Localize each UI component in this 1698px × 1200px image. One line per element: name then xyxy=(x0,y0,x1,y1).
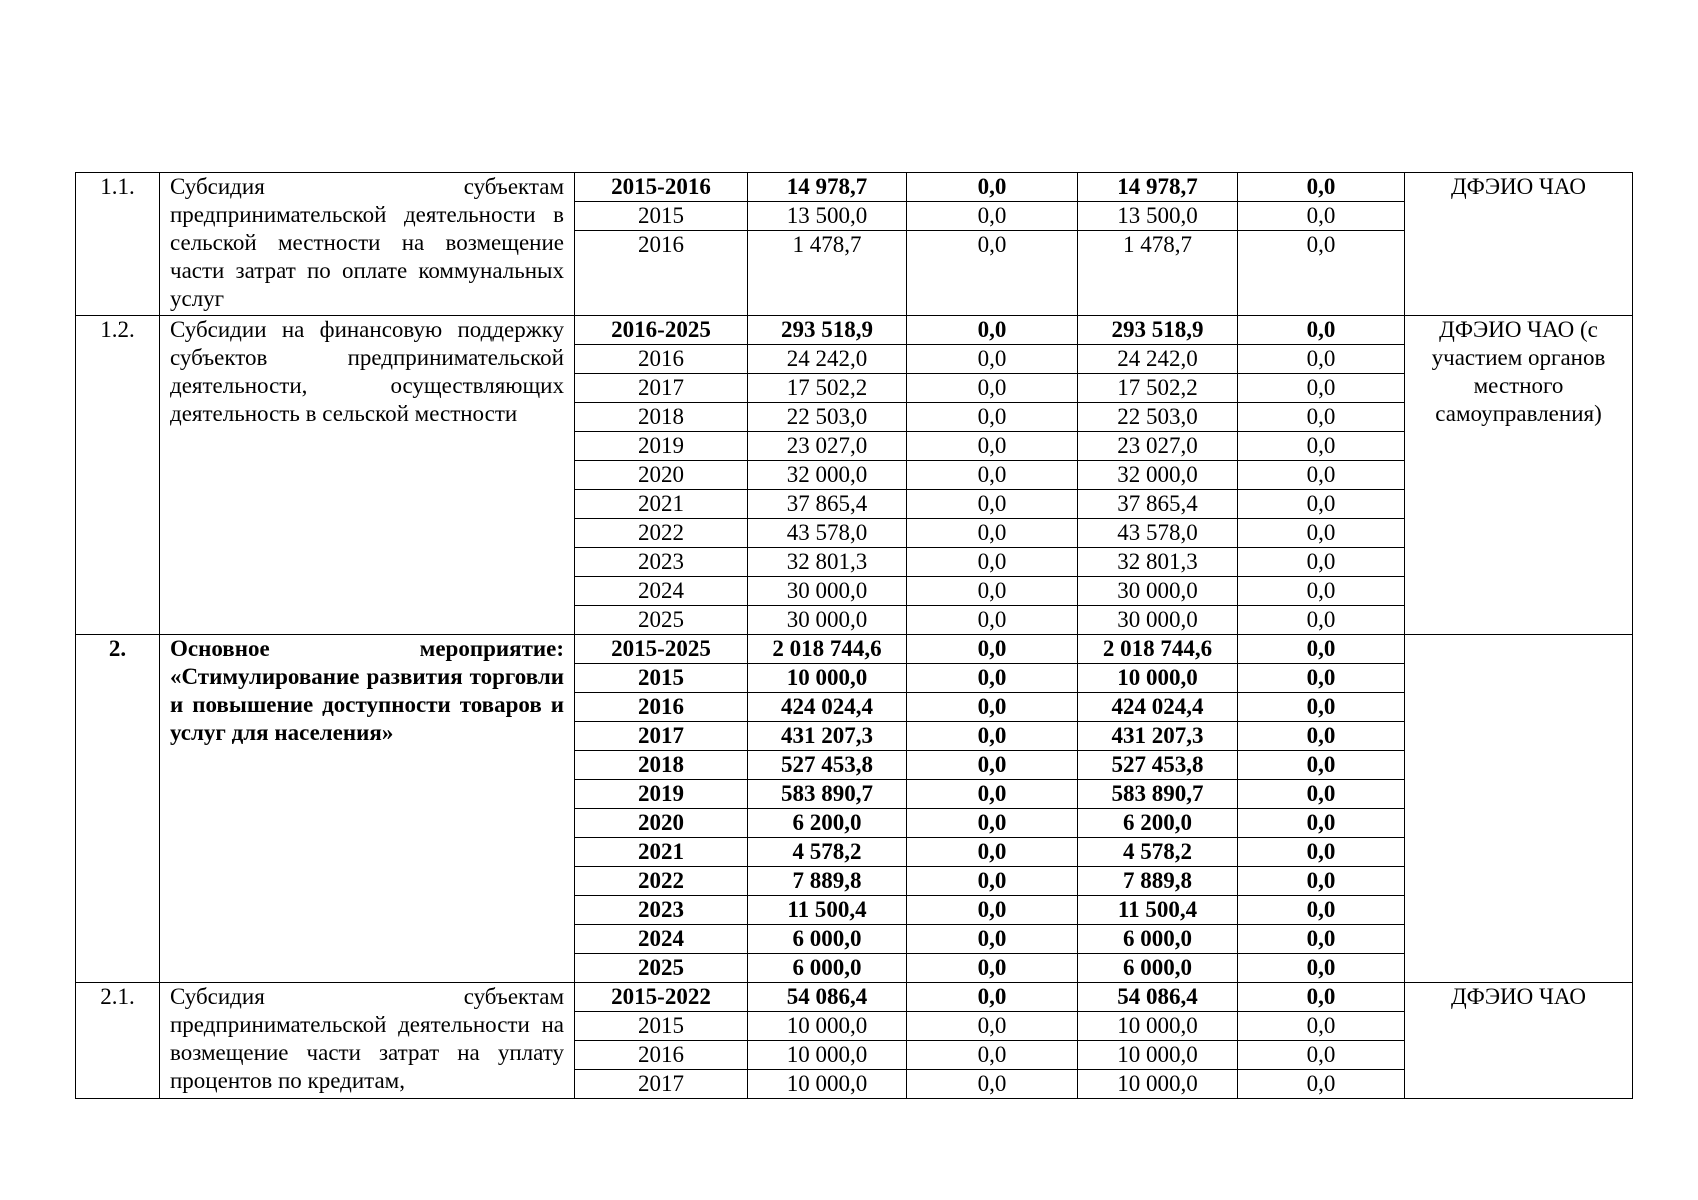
total-cell: 2 018 744,6 xyxy=(748,635,907,664)
total-cell: 4 578,2 xyxy=(748,838,907,867)
total-cell: 293 518,9 xyxy=(748,316,907,345)
total-cell: 7 889,8 xyxy=(748,867,907,896)
executor-cell: ДФЭИО ЧАО xyxy=(1405,173,1633,316)
federal-cell: 0,0 xyxy=(907,1041,1078,1070)
federal-cell: 0,0 xyxy=(907,432,1078,461)
other-cell: 0,0 xyxy=(1238,693,1405,722)
total-cell: 17 502,2 xyxy=(748,374,907,403)
total-cell: 10 000,0 xyxy=(748,1012,907,1041)
federal-cell: 0,0 xyxy=(907,374,1078,403)
regional-cell: 30 000,0 xyxy=(1078,577,1238,606)
period-cell: 2021 xyxy=(575,838,748,867)
period-cell: 2022 xyxy=(575,519,748,548)
federal-cell: 0,0 xyxy=(907,780,1078,809)
other-cell: 0,0 xyxy=(1238,838,1405,867)
table-row xyxy=(76,316,1633,345)
other-cell: 0,0 xyxy=(1238,519,1405,548)
table-row xyxy=(76,983,1633,1012)
federal-cell: 0,0 xyxy=(907,722,1078,751)
other-cell: 0,0 xyxy=(1238,432,1405,461)
item-number: 1.1. xyxy=(76,173,160,316)
total-cell: 1 478,7 xyxy=(748,231,907,316)
item-number: 2.1. xyxy=(76,983,160,1099)
other-cell: 0,0 xyxy=(1238,925,1405,954)
federal-cell: 0,0 xyxy=(907,519,1078,548)
regional-cell: 10 000,0 xyxy=(1078,1012,1238,1041)
federal-cell: 0,0 xyxy=(907,461,1078,490)
table-row xyxy=(76,635,1633,664)
budget-table xyxy=(75,172,1633,1099)
period-cell: 2015-2022 xyxy=(575,983,748,1012)
federal-cell: 0,0 xyxy=(907,954,1078,983)
federal-cell: 0,0 xyxy=(907,606,1078,635)
other-cell: 0,0 xyxy=(1238,751,1405,780)
regional-cell: 2 018 744,6 xyxy=(1078,635,1238,664)
federal-cell: 0,0 xyxy=(907,231,1078,316)
item-name: Субсидия субъектам предпринимательской деятельности на возмещение части затрат на уплату процентов по кредитам, xyxy=(160,983,575,1099)
period-cell: 2023 xyxy=(575,896,748,925)
total-cell: 43 578,0 xyxy=(748,519,907,548)
period-cell: 2015-2025 xyxy=(575,635,748,664)
period-cell: 2015 xyxy=(575,664,748,693)
other-cell: 0,0 xyxy=(1238,1070,1405,1099)
regional-cell: 583 890,7 xyxy=(1078,780,1238,809)
period-cell: 2018 xyxy=(575,751,748,780)
period-cell: 2024 xyxy=(575,577,748,606)
regional-cell: 32 801,3 xyxy=(1078,548,1238,577)
regional-cell: 424 024,4 xyxy=(1078,693,1238,722)
total-cell: 37 865,4 xyxy=(748,490,907,519)
total-cell: 10 000,0 xyxy=(748,1041,907,1070)
other-cell: 0,0 xyxy=(1238,461,1405,490)
total-cell: 14 978,7 xyxy=(748,173,907,202)
federal-cell: 0,0 xyxy=(907,983,1078,1012)
regional-cell: 14 978,7 xyxy=(1078,173,1238,202)
total-cell: 30 000,0 xyxy=(748,606,907,635)
federal-cell: 0,0 xyxy=(907,316,1078,345)
table-row xyxy=(76,173,1633,202)
regional-cell: 54 086,4 xyxy=(1078,983,1238,1012)
total-cell: 6 000,0 xyxy=(748,925,907,954)
regional-cell: 6 000,0 xyxy=(1078,925,1238,954)
period-cell: 2017 xyxy=(575,722,748,751)
period-cell: 2019 xyxy=(575,432,748,461)
regional-cell: 6 200,0 xyxy=(1078,809,1238,838)
executor-cell: ДФЭИО ЧАО xyxy=(1405,983,1633,1099)
regional-cell: 17 502,2 xyxy=(1078,374,1238,403)
other-cell: 0,0 xyxy=(1238,231,1405,316)
other-cell: 0,0 xyxy=(1238,780,1405,809)
total-cell: 6 200,0 xyxy=(748,809,907,838)
total-cell: 54 086,4 xyxy=(748,983,907,1012)
other-cell: 0,0 xyxy=(1238,635,1405,664)
total-cell: 30 000,0 xyxy=(748,577,907,606)
federal-cell: 0,0 xyxy=(907,1070,1078,1099)
other-cell: 0,0 xyxy=(1238,867,1405,896)
item-name: Основное мероприятие: «Стимулирование развития торговли и повышение доступности товаров и услуг для населения» xyxy=(160,635,575,983)
regional-cell: 7 889,8 xyxy=(1078,867,1238,896)
total-cell: 13 500,0 xyxy=(748,202,907,231)
federal-cell: 0,0 xyxy=(907,173,1078,202)
period-cell: 2025 xyxy=(575,954,748,983)
federal-cell: 0,0 xyxy=(907,635,1078,664)
executor-cell xyxy=(1405,635,1633,983)
federal-cell: 0,0 xyxy=(907,664,1078,693)
period-cell: 2017 xyxy=(575,374,748,403)
total-cell: 22 503,0 xyxy=(748,403,907,432)
total-cell: 32 801,3 xyxy=(748,548,907,577)
period-cell: 2016 xyxy=(575,693,748,722)
regional-cell: 43 578,0 xyxy=(1078,519,1238,548)
other-cell: 0,0 xyxy=(1238,345,1405,374)
total-cell: 10 000,0 xyxy=(748,1070,907,1099)
federal-cell: 0,0 xyxy=(907,1012,1078,1041)
total-cell: 10 000,0 xyxy=(748,664,907,693)
federal-cell: 0,0 xyxy=(907,867,1078,896)
other-cell: 0,0 xyxy=(1238,548,1405,577)
item-number: 1.2. xyxy=(76,316,160,635)
regional-cell: 10 000,0 xyxy=(1078,1041,1238,1070)
regional-cell: 293 518,9 xyxy=(1078,316,1238,345)
total-cell: 424 024,4 xyxy=(748,693,907,722)
executor-cell: ДФЭИО ЧАО (с участием органов местного самоуправления) xyxy=(1405,316,1633,635)
total-cell: 527 453,8 xyxy=(748,751,907,780)
regional-cell: 10 000,0 xyxy=(1078,664,1238,693)
regional-cell: 30 000,0 xyxy=(1078,606,1238,635)
other-cell: 0,0 xyxy=(1238,403,1405,432)
item-number: 2. xyxy=(76,635,160,983)
other-cell: 0,0 xyxy=(1238,374,1405,403)
federal-cell: 0,0 xyxy=(907,577,1078,606)
total-cell: 583 890,7 xyxy=(748,780,907,809)
regional-cell: 22 503,0 xyxy=(1078,403,1238,432)
regional-cell: 10 000,0 xyxy=(1078,1070,1238,1099)
regional-cell: 11 500,4 xyxy=(1078,896,1238,925)
other-cell: 0,0 xyxy=(1238,664,1405,693)
period-cell: 2016 xyxy=(575,345,748,374)
other-cell: 0,0 xyxy=(1238,809,1405,838)
other-cell: 0,0 xyxy=(1238,954,1405,983)
federal-cell: 0,0 xyxy=(907,925,1078,954)
regional-cell: 4 578,2 xyxy=(1078,838,1238,867)
other-cell: 0,0 xyxy=(1238,606,1405,635)
other-cell: 0,0 xyxy=(1238,202,1405,231)
regional-cell: 37 865,4 xyxy=(1078,490,1238,519)
total-cell: 11 500,4 xyxy=(748,896,907,925)
federal-cell: 0,0 xyxy=(907,751,1078,780)
total-cell: 6 000,0 xyxy=(748,954,907,983)
other-cell: 0,0 xyxy=(1238,722,1405,751)
total-cell: 32 000,0 xyxy=(748,461,907,490)
period-cell: 2016 xyxy=(575,231,748,316)
regional-cell: 24 242,0 xyxy=(1078,345,1238,374)
other-cell: 0,0 xyxy=(1238,577,1405,606)
other-cell: 0,0 xyxy=(1238,896,1405,925)
period-cell: 2015 xyxy=(575,1012,748,1041)
regional-cell: 6 000,0 xyxy=(1078,954,1238,983)
federal-cell: 0,0 xyxy=(907,548,1078,577)
federal-cell: 0,0 xyxy=(907,403,1078,432)
regional-cell: 527 453,8 xyxy=(1078,751,1238,780)
period-cell: 2015-2016 xyxy=(575,173,748,202)
period-cell: 2021 xyxy=(575,490,748,519)
regional-cell: 32 000,0 xyxy=(1078,461,1238,490)
federal-cell: 0,0 xyxy=(907,896,1078,925)
period-cell: 2016 xyxy=(575,1041,748,1070)
period-cell: 2023 xyxy=(575,548,748,577)
item-name: Субсидии на финансовую поддержку субъектов предпринимательской деятельности, осуществляющих деятельность в сельской местности xyxy=(160,316,575,635)
period-cell: 2022 xyxy=(575,867,748,896)
table-body xyxy=(76,173,1633,1099)
regional-cell: 13 500,0 xyxy=(1078,202,1238,231)
period-cell: 2020 xyxy=(575,461,748,490)
federal-cell: 0,0 xyxy=(907,490,1078,519)
other-cell: 0,0 xyxy=(1238,983,1405,1012)
federal-cell: 0,0 xyxy=(907,838,1078,867)
other-cell: 0,0 xyxy=(1238,173,1405,202)
other-cell: 0,0 xyxy=(1238,1041,1405,1070)
period-cell: 2016-2025 xyxy=(575,316,748,345)
federal-cell: 0,0 xyxy=(907,202,1078,231)
other-cell: 0,0 xyxy=(1238,1012,1405,1041)
period-cell: 2015 xyxy=(575,202,748,231)
regional-cell: 431 207,3 xyxy=(1078,722,1238,751)
period-cell: 2020 xyxy=(575,809,748,838)
federal-cell: 0,0 xyxy=(907,809,1078,838)
regional-cell: 23 027,0 xyxy=(1078,432,1238,461)
federal-cell: 0,0 xyxy=(907,693,1078,722)
period-cell: 2024 xyxy=(575,925,748,954)
period-cell: 2019 xyxy=(575,780,748,809)
total-cell: 23 027,0 xyxy=(748,432,907,461)
other-cell: 0,0 xyxy=(1238,490,1405,519)
total-cell: 24 242,0 xyxy=(748,345,907,374)
period-cell: 2018 xyxy=(575,403,748,432)
regional-cell: 1 478,7 xyxy=(1078,231,1238,316)
period-cell: 2017 xyxy=(575,1070,748,1099)
federal-cell: 0,0 xyxy=(907,345,1078,374)
total-cell: 431 207,3 xyxy=(748,722,907,751)
period-cell: 2025 xyxy=(575,606,748,635)
other-cell: 0,0 xyxy=(1238,316,1405,345)
item-name: Субсидия субъектам предпринимательской деятельности в сельской местности на возмещение части затрат по оплате коммунальных услуг xyxy=(160,173,575,316)
